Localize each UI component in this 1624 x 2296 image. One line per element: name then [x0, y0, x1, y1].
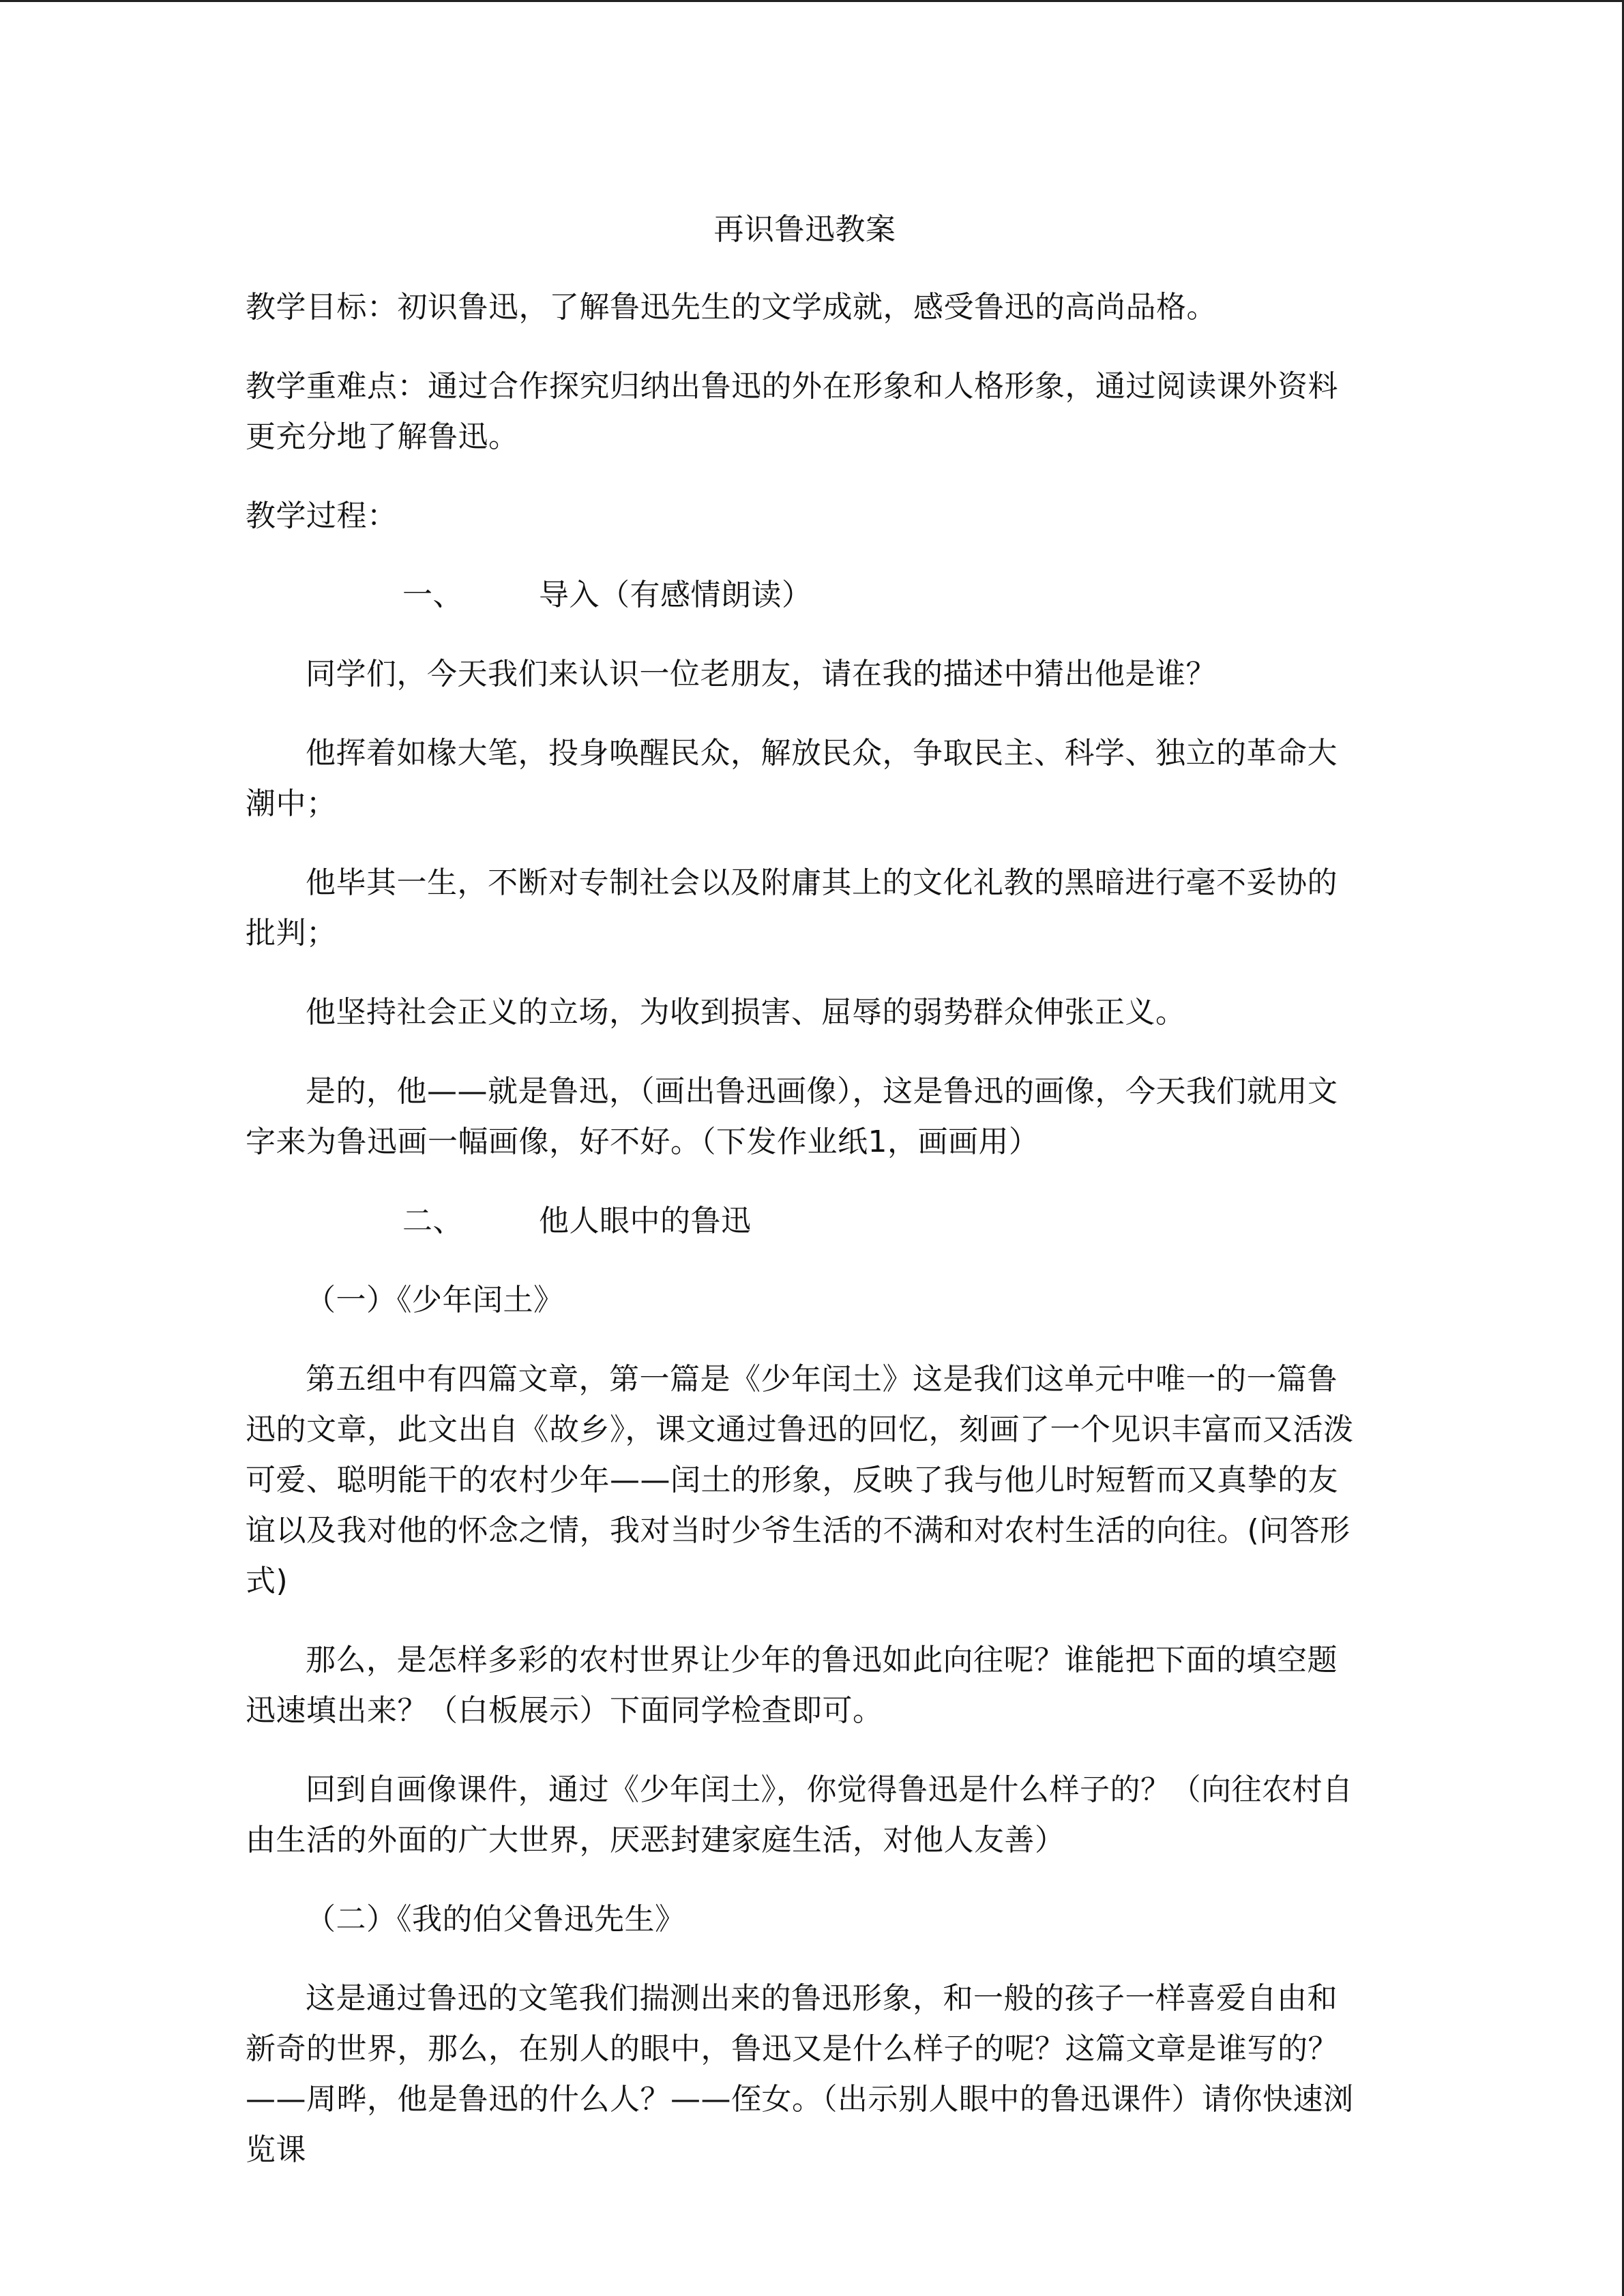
section-1-heading [246, 570, 1364, 621]
subsection-2-heading: （二）《我的伯父鲁迅先生》 [306, 1902, 685, 1937]
subsection-1-paragraph: 第五组中有四篇文章，第一篇是《少年闰土》这是我们这单元中唯一的一篇鲁迅的文章，此文出自《故乡》，课文通过鲁迅的回忆，刻画了一个见识丰富而又活泼可爱、聪明能干的农村少年——闰土的形象，反映了我与他儿时短暂而又真挚的友谊以及我对他的怀念之情，我对当时少爷生活的不满和对农村生活的向往。(问答形式) [246, 1362, 1354, 1598]
intro-paragraph: 是的，他——就是鲁迅，（画出鲁迅画像），这是鲁迅的画像，今天我们就用文字来为鲁迅画一幅画像，好不好。（下发作业纸1，画画用） [246, 1074, 1338, 1159]
subsection-1-paragraph: 回到自画像课件，通过《少年闰土》，你觉得鲁迅是什么样子的？（向往农村自由生活的外面的广大世界，厌恶封建家庭生活，对他人友善） [246, 1772, 1353, 1858]
section-2-number: 二、 [402, 1204, 463, 1238]
teaching-key-points: 教学重难点：通过合作探究归纳出鲁迅的外在形象和人格形象，通过阅读课外资料更充分地了解鲁迅。 [246, 369, 1338, 454]
intro-paragraph: 他坚持社会正义的立场，为收到损害、屈辱的弱势群众伸张正义。 [306, 995, 1186, 1030]
document-body [246, 205, 1364, 2204]
section-1-number: 一、 [402, 578, 463, 612]
intro-paragraph: 同学们，今天我们来认识一位老朋友，请在我的描述中猜出他是谁？ [306, 657, 1216, 691]
section-1-label: 导入（有感情朗读） [539, 578, 812, 612]
document-title: 再识鲁迅教案 [713, 212, 896, 247]
subsection-1-paragraph: 那么，是怎样多彩的农村世界让少年的鲁迅如此向往呢？谁能把下面的填空题迅速填出来？（白板展示）下面同学检查即可。 [246, 1643, 1338, 1728]
subsection-2-paragraph: 这是通过鲁迅的文笔我们揣测出来的鲁迅形象，和一般的孩子一样喜爱自由和新奇的世界，那么，在别人的眼中，鲁迅又是什么样子的呢？这篇文章是谁写的？——周晔，他是鲁迅的什么人？——侄女。（出示别人眼中的鲁迅课件）请你快速浏览课 [246, 1981, 1354, 2167]
section-2-heading [246, 1196, 1364, 1247]
teaching-goal: 教学目标：初识鲁迅，了解鲁迅先生的文学成就，感受鲁迅的高尚品格。 [246, 290, 1217, 325]
section-2-label: 他人眼中的鲁迅 [539, 1204, 752, 1238]
subsection-1-heading: （一）《少年闰土》 [306, 1283, 564, 1317]
teaching-process-label: 教学过程： [246, 498, 398, 533]
page-border-top [0, 0, 1624, 2]
intro-paragraph: 他毕其一生，不断对专制社会以及附庸其上的文化礼教的黑暗进行毫不妥协的批判； [246, 865, 1338, 951]
intro-paragraph: 他挥着如椽大笔，投身唤醒民众，解放民众，争取民主、科学、独立的革命大潮中； [246, 736, 1338, 821]
